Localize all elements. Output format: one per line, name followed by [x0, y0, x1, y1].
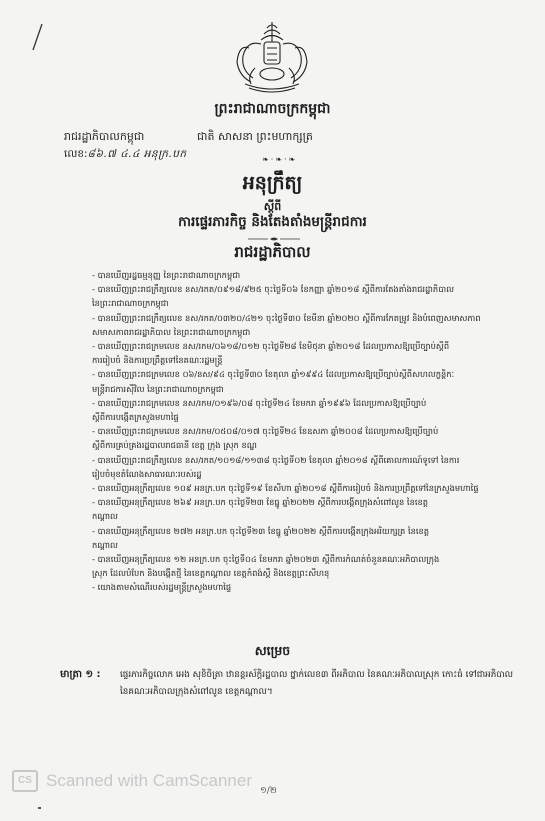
- page-number: ១/២: [260, 786, 277, 796]
- scan-speck: [38, 807, 41, 809]
- reference-number: [64, 148, 187, 163]
- preamble-line: - បានឃើញអនុក្រឹត្យលេខ ២៦៩ អនក្រ.បក ចុះថ្ងៃទី២៣ ខែធ្នូ ឆ្នាំ២០២២ ស្ដីពីការបង្កើតក្រុងសំពៅលូន នៃខេត្ត: [92, 497, 428, 508]
- document-type-title: អនុក្រឹត្យ: [242, 172, 303, 194]
- preamble-line: - បានឃើញរដ្ឋធម្មនុញ្ញ នៃព្រះរាជាណាចក្រកម្ពុជា: [92, 270, 241, 280]
- preamble-line: - បានឃើញព្រះរាជក្រមលេខ នស/រកម/០៦១៨/០១២ ចុះថ្ងៃទី២៨ ខែមិថុនា ឆ្នាំ២០១៨ ដែលប្រកាសឱ្យប្រើច្បាប់ស្ដីពី: [92, 341, 450, 352]
- decision-heading: សម្រេច: [254, 643, 291, 658]
- preamble-line: ស្ដីពីការគ្រប់គ្រងរដ្ឋបាលរាជធានី ខេត្ត ក្រុង ស្រុក ខណ្ឌ: [92, 440, 257, 451]
- reference-value: ៨៦.៧ ៤.៤ អនុក្រ.បក: [87, 148, 187, 160]
- reference-label: លេខ:: [64, 148, 88, 160]
- preamble-line: កណ្ដាល: [92, 511, 118, 522]
- preamble-line: មន្ត្រីរាជការស៊ីវិល នៃព្រះរាជាណាចក្រកម្ពុជា: [92, 383, 224, 394]
- article-text: ផ្ទេរភារកិច្ចលោក អេង សុខិចិត្រា ឋានន្តរស័ក្តិរដ្ឋបាល ថ្នាក់លេខ៣ ពីអភិបាល នៃគណៈអភិបាលស្រុក កោះធំ ទៅជាអភិបាល នៃគណៈអភិបាលក្រុងសំពៅលូន ខេត្តកណ្ដាល។: [120, 670, 514, 697]
- preamble-line: - បានឃើញព្រះរាជក្រមលេខ នស/រកម/០១៩៦/០៨ ចុះថ្ងៃទី២៤ ខែមករា ឆ្នាំ១៩៩៦ ដែលប្រកាសឱ្យប្រើច្បាប់: [92, 397, 427, 408]
- watermark-text: Scanned with CamScanner: [46, 771, 253, 790]
- national-motto: ជាតិ សាសនា ព្រះមហាក្សត្រ: [197, 130, 313, 143]
- preamble-line: សមាសភាពរាជរដ្ឋាភិបាល នៃព្រះរាជាណាចក្រកម្ពុជា: [92, 326, 251, 337]
- preamble-line: - យោងតាមសំណើរបស់រដ្ឋមន្ត្រីក្រសួងមហាផ្ទៃ: [92, 582, 232, 593]
- article-label: មាត្រា ១ :: [60, 669, 101, 680]
- preamble-line: - បានឃើញអនុក្រឹត្យលេខ ១២ អនក្រ.បក ចុះថ្ងៃទី០៤ ខែមករា ឆ្នាំ២០២៣ ស្ដីពីការកំណត់ចំនួនគណៈអភិបាលក្រុង: [92, 554, 440, 565]
- kingdom-name: ព្រះរាជាណាចក្រកម្ពុជា: [214, 101, 331, 117]
- preamble-line: - បានឃើញអនុក្រឹត្យលេខ ២៧២ អនក្រ.បក ចុះថ្ងៃទី២៣ ខែធ្នូ ឆ្នាំ២០២២ ស្ដីពីការបង្កើតក្រុងអរិយក្សត្រ នៃខេត្ត: [92, 525, 430, 536]
- document-subject: ការផ្ទេរភារកិច្ច និងតែងតាំងមន្ត្រីរាជការ: [178, 214, 367, 230]
- about-label: ស្ដីពី: [263, 200, 282, 213]
- preamble-line: - បានឃើញព្រះរាជក្រឹត្យលេខ នស/រកត/១០១៨/១១៣៨ ចុះថ្ងៃទី០២ ខែតុលា ឆ្នាំ២០១៨ ស្ដីពីគោលការណ៍ទូទៅ នៃការ: [92, 454, 460, 465]
- scanner-watermark: [12, 770, 252, 792]
- government-name: រាជរដ្ឋាភិបាលកម្ពុជា: [64, 130, 145, 143]
- preamble-list: [92, 268, 528, 595]
- preamble-line: - បានឃើញអនុក្រឹត្យលេខ ១០៩ អនក្រ.បក ចុះថ្ងៃទី១៩ ខែសីហា ឆ្នាំ២០១៨ ស្ដីពីការរៀបចំ និងការប្រព្រឹត្តទៅនៃក្រសួងមហាផ្ទៃ: [92, 483, 479, 494]
- royal-coat-of-arms-emblem: [231, 18, 313, 96]
- preamble-line: - បានឃើញព្រះរាជក្រឹត្យលេខ នស/រកត/០៩១៨/៩២៥ ចុះថ្ងៃទី០៦ ខែកញ្ញា ឆ្នាំ២០១៨ ស្ដីពីការតែងតាំងរាជរដ្ឋាភិបាល: [92, 284, 454, 295]
- issuing-authority: រាជរដ្ឋាភិបាល: [234, 243, 311, 261]
- preamble-line: កណ្ដាល: [92, 539, 118, 550]
- pen-stroke-mark: [30, 22, 44, 52]
- preamble-line: ស្រុក ដែលបំបែក និងបង្កើតថ្មី នៃខេត្តកណ្ដាល ខេត្តកំពង់ស្ពឺ និងខេត្តព្រះសីហនុ: [92, 568, 330, 579]
- preamble-line: ការរៀបចំ និងការប្រព្រឹត្តទៅនៃគណៈរដ្ឋមន្ត្រី: [92, 355, 223, 366]
- preamble-line: នៃព្រះរាជាណាចក្រកម្ពុជា: [92, 298, 169, 309]
- decorative-ornament: ❧·❧·❧: [262, 155, 298, 164]
- preamble-line: រៀបចំមុខតំណែងសាធារណៈរបស់រដ្ឋ: [92, 468, 202, 479]
- camscanner-logo-icon: CS: [12, 770, 38, 792]
- preamble-line: ស្ដីពីការបង្កើតក្រសួងមហាផ្ទៃ: [92, 412, 179, 423]
- title-separator-flourish: [246, 236, 302, 242]
- preamble-line: - បានឃើញព្រះរាជក្រមលេខ នស/រកម/០៥០៨/០១៧ ចុះថ្ងៃទី២៤ ខែឧសភា ឆ្នាំ២០០៨ ដែលប្រកាសឱ្យប្រើច្បាប់: [92, 426, 439, 437]
- preamble-line: - បានឃើញព្រះរាជក្រឹត្យលេខ នស/រកត/០៣២០/៤២១ ចុះថ្ងៃទី៣០ ខែមីនា ឆ្នាំ២០២០ ស្ដីពីការកែតម្រូវ និងបំពេញសមាសភាព: [92, 312, 481, 323]
- preamble-line: - បានឃើញព្រះរាជក្រមលេខ ០៦/នស/៩៤ ចុះថ្ងៃទី៣០ ខែតុលា ឆ្នាំ១៩៩៤ ដែលប្រកាសឱ្យប្រើច្បាប់ស្ដីពីសហលក្ខន្តិកៈ: [92, 369, 455, 380]
